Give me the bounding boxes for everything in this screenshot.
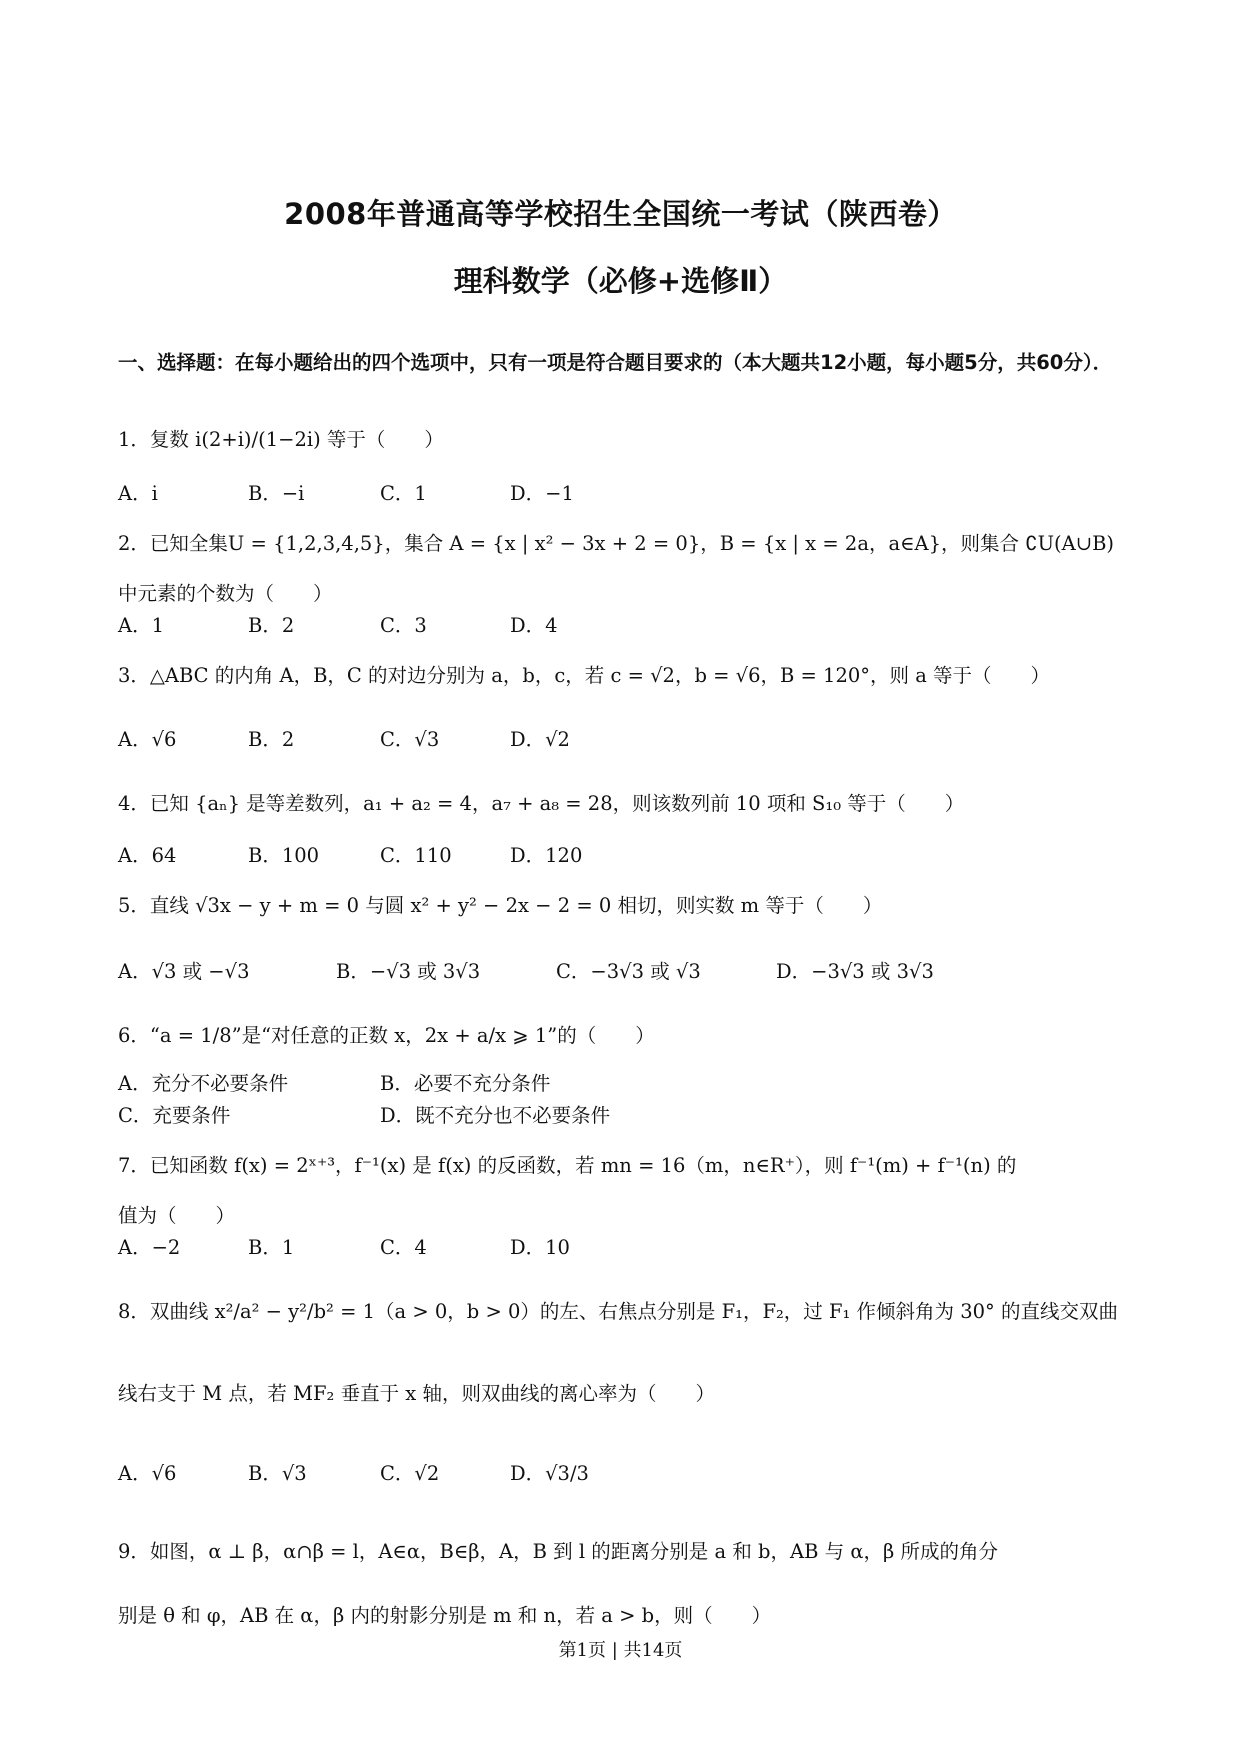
option-b: B．2 <box>248 728 295 751</box>
section-heading: 一、选择题：在每小题给出的四个选项中，只有一项是符合题目要求的（本大题共12小题，每小题5分，共60分）． <box>118 351 1113 374</box>
exam-title: 2008年普通高等学校招生全国统一考试（陕西卷） <box>284 197 957 231</box>
question-1-stem: 1．复数 i(2+i)/(1−2i) 等于（ ） <box>118 428 444 451</box>
option-b: B．−i <box>248 482 305 505</box>
question-6-stem: 6．“a = 1/8”是“对任意的正数 x，2x + a/x ⩾ 1”的（ ） <box>118 1024 655 1047</box>
option-d: D．4 <box>510 614 558 637</box>
option-d: D．−3√3 或 3√3 <box>776 960 934 983</box>
question-3-stem: 3．△ABC 的内角 A，B，C 的对边分别为 a，b，c，若 c = √2，b = √6，B = 120°，则 a 等于（ ） <box>118 664 1051 687</box>
option-a: A．√6 <box>118 728 177 751</box>
option-c: C．4 <box>380 1236 427 1259</box>
question-4-stem: 4．已知 {aₙ} 是等差数列，a₁ + a₂ = 4，a₇ + a₈ = 28，则该数列前 10 项和 S₁₀ 等于（ ） <box>118 792 965 815</box>
question-5-stem: 5．直线 √3x − y + m = 0 与圆 x² + y² − 2x − 2 = 0 相切，则实数 m 等于（ ） <box>118 894 883 917</box>
option-c: C．1 <box>380 482 427 505</box>
option-d: D．120 <box>510 844 583 867</box>
option-c: C．充要条件 <box>118 1104 231 1127</box>
option-b: B．100 <box>248 844 320 867</box>
option-a: A．√3 或 −√3 <box>118 960 250 983</box>
question-2-stem-cont: 中元素的个数为（ ） <box>118 582 333 605</box>
question-9-stem-cont: 别是 θ 和 φ，AB 在 α，β 内的射影分别是 m 和 n，若 a > b，则（ ） <box>118 1604 772 1627</box>
option-b: B．必要不充分条件 <box>380 1072 551 1095</box>
option-b: B．2 <box>248 614 295 637</box>
option-a: A．−2 <box>118 1236 181 1259</box>
question-7-stem: 7．已知函数 f(x) = 2ˣ⁺³，f⁻¹(x) 是 f(x) 的反函数，若 mn = 16（m，n∈R⁺），则 f⁻¹(m) + f⁻¹(n) 的 <box>118 1154 1017 1177</box>
option-c: C．√2 <box>380 1462 440 1485</box>
option-d: D．10 <box>510 1236 570 1259</box>
option-a: A．充分不必要条件 <box>118 1072 289 1095</box>
option-a: A．i <box>118 482 158 505</box>
question-8-stem-cont: 线右支于 M 点，若 MF₂ 垂直于 x 轴，则双曲线的离心率为（ ） <box>118 1382 715 1405</box>
question-9-stem: 9．如图，α ⊥ β，α∩β = l，A∈α，B∈β，A，B 到 l 的距离分别是 a 和 b，AB 与 α，β 所成的角分 <box>118 1540 998 1563</box>
option-c: C．−3√3 或 √3 <box>556 960 701 983</box>
option-d: D．既不充分也不必要条件 <box>380 1104 611 1127</box>
option-d: D．−1 <box>510 482 574 505</box>
option-a: A．√6 <box>118 1462 177 1485</box>
option-c: C．√3 <box>380 728 440 751</box>
question-8-stem: 8．双曲线 x²/a² − y²/b² = 1（a > 0，b > 0）的左、右焦点分别是 F₁，F₂，过 F₁ 作倾斜角为 30° 的直线交双曲 <box>118 1300 1119 1323</box>
option-d: D．√2 <box>510 728 570 751</box>
option-a: A．1 <box>118 614 164 637</box>
option-d: D．√3/3 <box>510 1462 589 1485</box>
question-7-stem-cont: 值为（ ） <box>118 1204 236 1227</box>
option-b: B．−√3 或 3√3 <box>336 960 481 983</box>
option-c: C．3 <box>380 614 427 637</box>
option-b: B．1 <box>248 1236 295 1259</box>
option-c: C．110 <box>380 844 452 867</box>
option-a: A．64 <box>118 844 177 867</box>
question-2-stem: 2．已知全集U = {1,2,3,4,5}，集合 A = {x | x² − 3x + 2 = 0}，B = {x | x = 2a，a∈A}，则集合 ∁U(A∪B) <box>118 532 1115 555</box>
page-footer: 第1页 | 共14页 <box>558 1640 683 1661</box>
option-b: B．√3 <box>248 1462 307 1485</box>
exam-subtitle: 理科数学（必修+选修Ⅱ） <box>453 264 788 298</box>
